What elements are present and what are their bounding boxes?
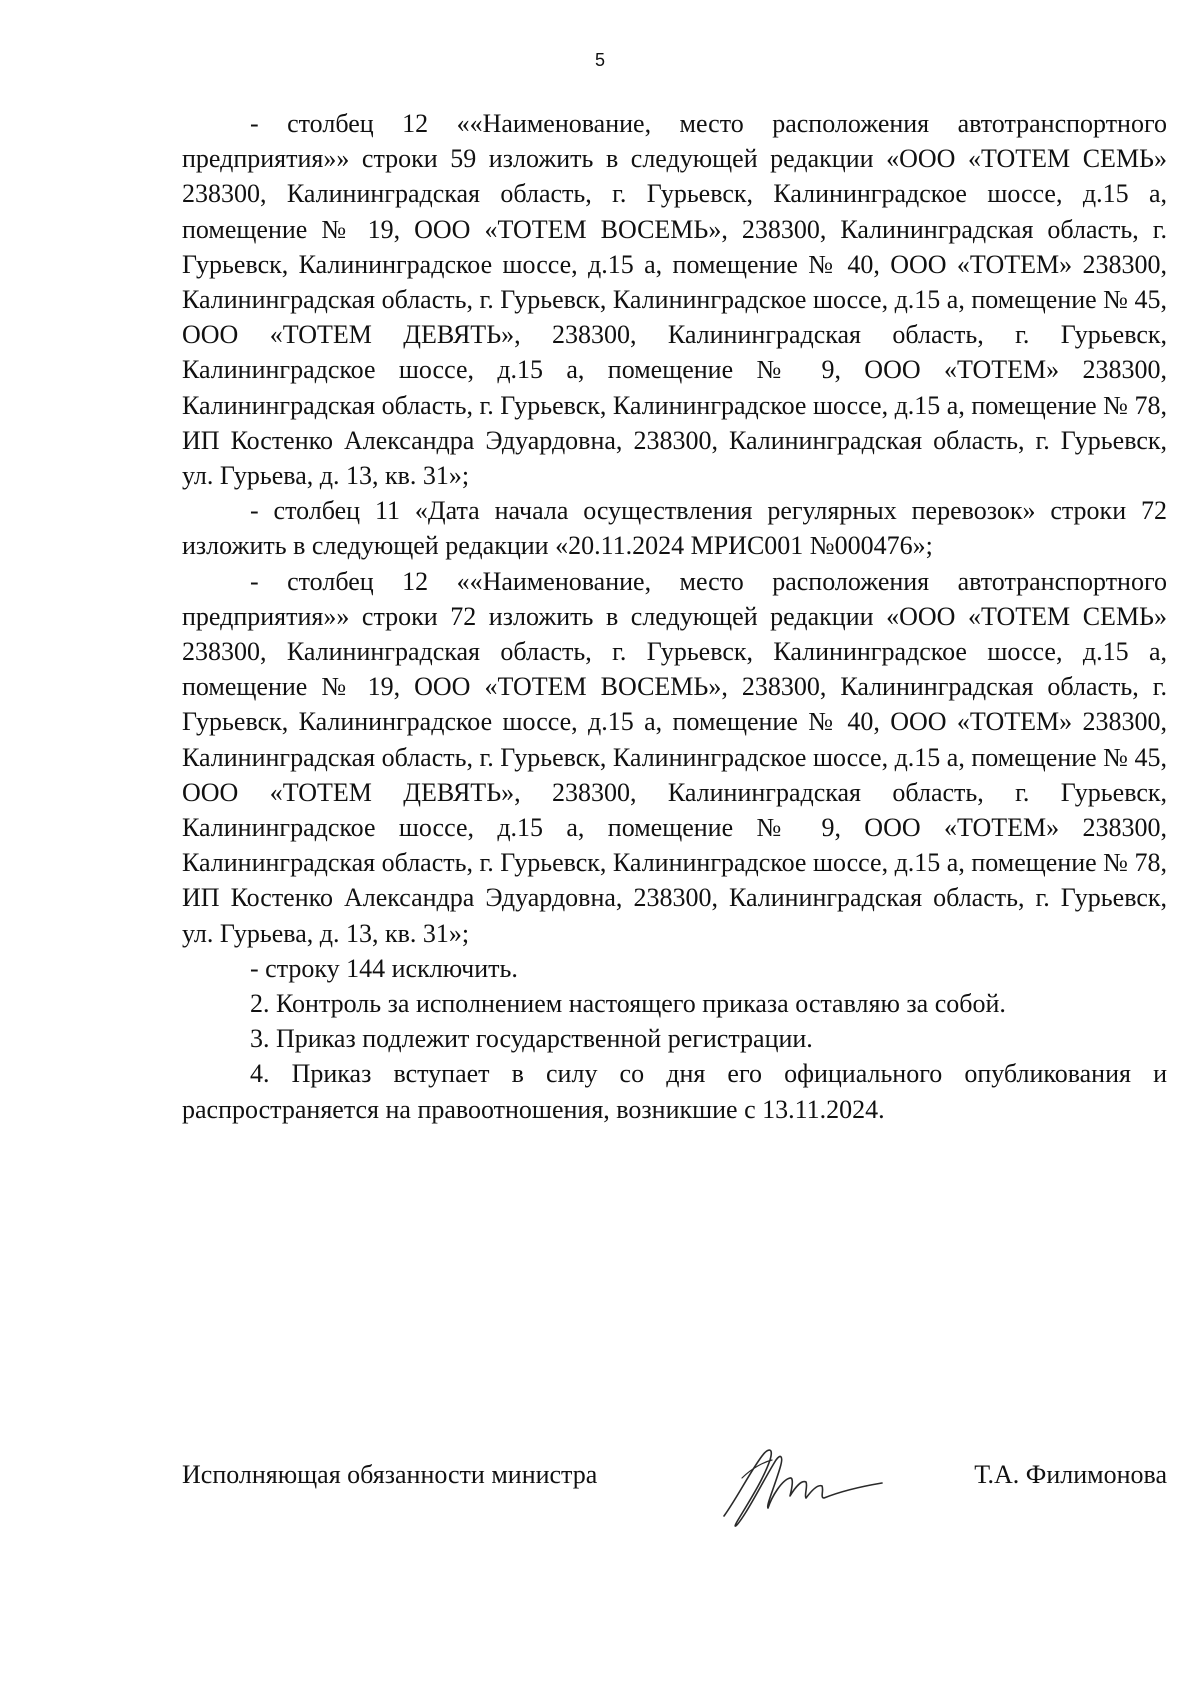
- document-body: [182, 106, 1167, 1127]
- paragraph-column-11-row-72: - столбец 11 «Дата начала осуществления регулярных перевозок» строки 72 изложить в следующей редакции «20.11.2024 МРИС001 №000476»;: [182, 496, 1167, 561]
- paragraph-row-144: - строку 144 исключить.: [250, 953, 518, 983]
- signatory-name: Т.А. Филимонова: [974, 1460, 1167, 1489]
- page-number: 5: [594, 50, 605, 70]
- paragraph-item-4: 4. Приказ вступает в силу со дня его официального опубликования и распространяется на правоотношения, возникшие с 13.11.2024.: [182, 1059, 1167, 1124]
- paragraph-item-3: 3. Приказ подлежит государственной регистрации.: [250, 1024, 813, 1054]
- handwritten-signature: [702, 1438, 902, 1538]
- paragraph-column-12-row-72: - столбец 12 ««Наименование, место расположения автотранспортного предприятия»» строки 72 изложить в следующей редакции «ООО «ТОТЕМ СЕМЬ» 238300, Калининградская область, г. Гурьевск, Калининградское шоссе, д.15 а, помещение № 19, ООО «ТОТЕМ ВОСЕМЬ», 238300, Калининградская область, г. Гурьевск, Калининградское шоссе, д.15 а, помещение № 40, ООО «ТОТЕМ» 238300, Калининградская область, г. Гурьевск, Калининградское шоссе, д.15 а, помещение № 45, ООО «ТОТЕМ ДЕВЯТЬ», 238300, Калининградская область, г. Гурьевск, Калининградское шоссе, д.15 а, помещение № 9, ООО «ТОТЕМ» 238300, Калининградская область, г. Гурьевск, Калининградское шоссе, д.15 а, помещение № 78, ИП Костенко Александра Эдуардовна, 238300, Калининградская область, г. Гурьевск, ул. Гурьева, д. 13, кв. 31»;: [182, 566, 1167, 948]
- signature-block: [182, 1438, 1167, 1538]
- signatory-position: Исполняющая обязанности министра: [182, 1460, 598, 1489]
- paragraph-column-12-row-59: - столбец 12 ««Наименование, место расположения автотранспортного предприятия»» строки 59 изложить в следующей редакции «ООО «ТОТЕМ СЕМЬ» 238300, Калининградская область, г. Гурьевск, Калининградское шоссе, д.15 а, помещение № 19, ООО «ТОТЕМ ВОСЕМЬ», 238300, Калининградская область, г. Гурьевск, Калининградское шоссе, д.15 а, помещение № 40, ООО «ТОТЕМ» 238300, Калининградская область, г. Гурьевск, Калининградское шоссе, д.15 а, помещение № 45, ООО «ТОТЕМ ДЕВЯТЬ», 238300, Калининградская область, г. Гурьевск, Калининградское шоссе, д.15 а, помещение № 9, ООО «ТОТЕМ» 238300, Калининградская область, г. Гурьевск, Калининградское шоссе, д.15 а, помещение № 78, ИП Костенко Александра Эдуардовна, 238300, Калининградская область, г. Гурьевск, ул. Гурьева, д. 13, кв. 31»;: [182, 109, 1167, 491]
- paragraph-item-2: 2. Контроль за исполнением настоящего приказа оставляю за собой.: [250, 989, 1006, 1019]
